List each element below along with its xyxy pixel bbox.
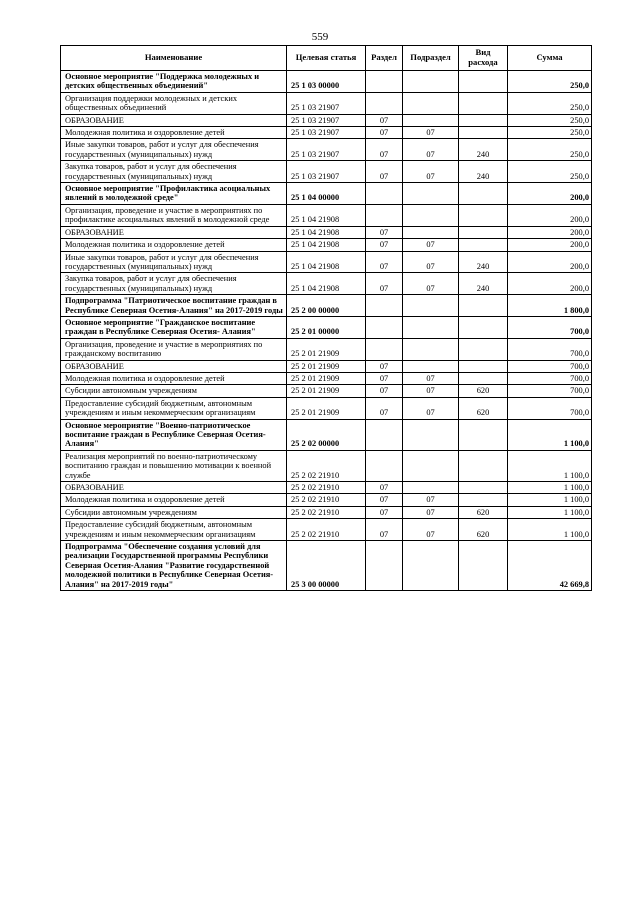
header-target: Целевая статья <box>287 46 366 71</box>
cell-section: 07 <box>366 114 403 126</box>
cell-expense-type <box>459 541 508 591</box>
cell-name: Предоставление субсидий бюджетным, автономным учреждениям и иным некоммерческим организациям <box>61 397 287 419</box>
table-row <box>61 360 592 372</box>
cell-name: Молодежная политика и оздоровление детей <box>61 494 287 506</box>
header-expense-type: Вид расхода <box>459 46 508 71</box>
cell-target: 25 2 01 21909 <box>287 397 366 419</box>
cell-amount: 200,0 <box>508 226 592 238</box>
cell-subsection <box>403 183 459 205</box>
cell-target: 25 2 02 00000 <box>287 419 366 450</box>
cell-target: 25 2 01 21909 <box>287 338 366 360</box>
cell-target: 25 2 01 21909 <box>287 385 366 397</box>
header-name: Наименование <box>61 46 287 71</box>
cell-section <box>366 541 403 591</box>
cell-section: 07 <box>366 273 403 295</box>
cell-target: 25 2 00 00000 <box>287 295 366 317</box>
cell-subsection <box>403 71 459 93</box>
cell-expense-type: 240 <box>459 161 508 183</box>
cell-section: 07 <box>366 506 403 518</box>
cell-section <box>366 71 403 93</box>
cell-amount: 250,0 <box>508 71 592 93</box>
table-row <box>61 251 592 273</box>
cell-amount: 200,0 <box>508 239 592 251</box>
cell-section: 07 <box>366 251 403 273</box>
table-body <box>61 71 592 591</box>
cell-target: 25 2 02 21910 <box>287 494 366 506</box>
table-row <box>61 226 592 238</box>
table-row <box>61 183 592 205</box>
cell-section <box>366 450 403 481</box>
cell-expense-type <box>459 338 508 360</box>
cell-section: 07 <box>366 494 403 506</box>
cell-name: Подпрограмма "Патриотическое воспитание граждан в Республике Северная Осетия-Алания" на 2017-2019 годы <box>61 295 287 317</box>
cell-target: 25 2 01 21909 <box>287 372 366 384</box>
cell-name: Молодежная политика и оздоровление детей <box>61 127 287 139</box>
cell-subsection <box>403 419 459 450</box>
cell-target: 25 3 00 00000 <box>287 541 366 591</box>
cell-target: 25 1 03 21907 <box>287 127 366 139</box>
cell-subsection: 07 <box>403 397 459 419</box>
table-row <box>61 372 592 384</box>
cell-target: 25 1 04 00000 <box>287 183 366 205</box>
cell-target: 25 1 04 21908 <box>287 204 366 226</box>
cell-expense-type <box>459 482 508 494</box>
page-number: 559 <box>311 31 329 43</box>
budget-table <box>60 45 592 591</box>
cell-section: 07 <box>366 397 403 419</box>
cell-section: 07 <box>366 360 403 372</box>
cell-target: 25 2 02 21910 <box>287 506 366 518</box>
cell-amount: 700,0 <box>508 385 592 397</box>
cell-section: 07 <box>366 161 403 183</box>
cell-name: ОБРАЗОВАНИЕ <box>61 114 287 126</box>
table-row <box>61 338 592 360</box>
cell-subsection: 07 <box>403 506 459 518</box>
cell-name: Иные закупки товаров, работ и услуг для обеспечения государственных (муниципальных) нужд <box>61 251 287 273</box>
cell-amount: 200,0 <box>508 251 592 273</box>
cell-name: Предоставление субсидий бюджетным, автономным учреждениям и иным некоммерческим организациям <box>61 519 287 541</box>
cell-amount: 1 100,0 <box>508 450 592 481</box>
cell-amount: 1 100,0 <box>508 519 592 541</box>
cell-name: ОБРАЗОВАНИЕ <box>61 482 287 494</box>
cell-section: 07 <box>366 519 403 541</box>
header-amount: Сумма <box>508 46 592 71</box>
cell-name: Организация, проведение и участие в мероприятиях по профилактике асоциальных явлений в молодежной среде <box>61 204 287 226</box>
cell-name: Подпрограмма "Обеспечение создания условий для реализации Государственной программы Республики Северная Осетия-Алания "Развитие государственной молодежной политики в Республике Северная Осетия-Алания" на 2017-2019 годы" <box>61 541 287 591</box>
cell-target: 25 2 01 00000 <box>287 316 366 338</box>
cell-section: 07 <box>366 239 403 251</box>
cell-subsection: 07 <box>403 127 459 139</box>
cell-expense-type <box>459 239 508 251</box>
cell-amount: 250,0 <box>508 114 592 126</box>
cell-target: 25 1 03 00000 <box>287 71 366 93</box>
cell-target: 25 2 01 21909 <box>287 360 366 372</box>
cell-name: Закупка товаров, работ и услуг для обеспечения государственных (муниципальных) нужд <box>61 161 287 183</box>
table-row <box>61 273 592 295</box>
table-row <box>61 127 592 139</box>
cell-expense-type <box>459 183 508 205</box>
cell-amount: 700,0 <box>508 360 592 372</box>
cell-amount: 200,0 <box>508 183 592 205</box>
cell-subsection <box>403 226 459 238</box>
cell-amount: 1 100,0 <box>508 419 592 450</box>
table-row <box>61 450 592 481</box>
cell-amount: 1 100,0 <box>508 494 592 506</box>
cell-target: 25 2 02 21910 <box>287 482 366 494</box>
cell-name: ОБРАЗОВАНИЕ <box>61 226 287 238</box>
cell-amount: 250,0 <box>508 139 592 161</box>
table-row <box>61 71 592 93</box>
table-row <box>61 316 592 338</box>
cell-name: Молодежная политика и оздоровление детей <box>61 372 287 384</box>
cell-amount: 200,0 <box>508 273 592 295</box>
header-section: Раздел <box>366 46 403 71</box>
cell-amount: 700,0 <box>508 316 592 338</box>
cell-expense-type: 620 <box>459 506 508 518</box>
cell-amount: 700,0 <box>508 397 592 419</box>
cell-expense-type <box>459 204 508 226</box>
table-row <box>61 482 592 494</box>
cell-expense-type <box>459 92 508 114</box>
table-row <box>61 114 592 126</box>
cell-amount: 1 100,0 <box>508 482 592 494</box>
cell-subsection <box>403 338 459 360</box>
cell-expense-type: 620 <box>459 385 508 397</box>
cell-target: 25 1 03 21907 <box>287 161 366 183</box>
cell-amount: 250,0 <box>508 92 592 114</box>
cell-expense-type <box>459 114 508 126</box>
cell-subsection: 07 <box>403 385 459 397</box>
cell-target: 25 1 03 21907 <box>287 114 366 126</box>
cell-subsection: 07 <box>403 519 459 541</box>
table-row <box>61 541 592 591</box>
cell-name: Основное мероприятие "Гражданское воспитание граждан в Республике Северная Осетия- Алания" <box>61 316 287 338</box>
cell-amount: 200,0 <box>508 204 592 226</box>
cell-expense-type <box>459 360 508 372</box>
cell-name: Организация, проведение и участие в мероприятиях по гражданскому воспитанию <box>61 338 287 360</box>
cell-subsection: 07 <box>403 251 459 273</box>
cell-expense-type: 620 <box>459 397 508 419</box>
table-row <box>61 385 592 397</box>
cell-subsection <box>403 92 459 114</box>
cell-expense-type <box>459 226 508 238</box>
cell-subsection <box>403 114 459 126</box>
table-row <box>61 139 592 161</box>
cell-name: Субсидии автономным учреждениям <box>61 385 287 397</box>
cell-name: Основное мероприятие "Профилактика асоциальных явлений в молодежной среде" <box>61 183 287 205</box>
cell-name: Иные закупки товаров, работ и услуг для обеспечения государственных (муниципальных) нужд <box>61 139 287 161</box>
table-row <box>61 204 592 226</box>
table-header-row <box>61 46 592 71</box>
cell-expense-type: 240 <box>459 251 508 273</box>
cell-section: 07 <box>366 385 403 397</box>
cell-section <box>366 183 403 205</box>
cell-subsection: 07 <box>403 161 459 183</box>
cell-target: 25 1 03 21907 <box>287 139 366 161</box>
cell-subsection: 07 <box>403 494 459 506</box>
table-row <box>61 506 592 518</box>
cell-section: 07 <box>366 482 403 494</box>
table-row <box>61 295 592 317</box>
cell-target: 25 1 04 21908 <box>287 251 366 273</box>
table-row <box>61 397 592 419</box>
header-subsection: Подраздел <box>403 46 459 71</box>
cell-name: Основное мероприятие "Поддержка молодежных и детских общественных объединений" <box>61 71 287 93</box>
table-row <box>61 494 592 506</box>
cell-section: 07 <box>366 139 403 161</box>
cell-target: 25 2 02 21910 <box>287 450 366 481</box>
cell-expense-type <box>459 71 508 93</box>
cell-name: Реализация мероприятий по военно-патриотическому воспитанию граждан и повышению мотивации к военной службе <box>61 450 287 481</box>
cell-subsection: 07 <box>403 273 459 295</box>
cell-amount: 1 100,0 <box>508 506 592 518</box>
cell-expense-type: 240 <box>459 273 508 295</box>
cell-amount: 250,0 <box>508 127 592 139</box>
cell-subsection: 07 <box>403 372 459 384</box>
cell-target: 25 1 04 21908 <box>287 239 366 251</box>
cell-name: Молодежная политика и оздоровление детей <box>61 239 287 251</box>
cell-section <box>366 92 403 114</box>
table-row <box>61 161 592 183</box>
cell-section <box>366 295 403 317</box>
cell-amount: 42 669,8 <box>508 541 592 591</box>
cell-name: Организация поддержки молодежных и детских общественных объединений <box>61 92 287 114</box>
cell-expense-type <box>459 316 508 338</box>
table-row <box>61 419 592 450</box>
cell-name: Субсидии автономным учреждениям <box>61 506 287 518</box>
table-row <box>61 519 592 541</box>
cell-section: 07 <box>366 127 403 139</box>
cell-expense-type <box>459 450 508 481</box>
cell-subsection: 07 <box>403 139 459 161</box>
cell-amount: 700,0 <box>508 338 592 360</box>
cell-target: 25 1 03 21907 <box>287 92 366 114</box>
cell-subsection: 07 <box>403 239 459 251</box>
cell-name: Основное мероприятие "Военно-патриотическое воспитание граждан в Республике Северная Осетия- Алания" <box>61 419 287 450</box>
cell-section <box>366 204 403 226</box>
cell-subsection <box>403 482 459 494</box>
cell-expense-type <box>459 419 508 450</box>
cell-subsection <box>403 316 459 338</box>
cell-amount: 250,0 <box>508 161 592 183</box>
cell-section <box>366 338 403 360</box>
cell-section <box>366 419 403 450</box>
cell-expense-type: 620 <box>459 519 508 541</box>
cell-target: 25 1 04 21908 <box>287 273 366 295</box>
table-row <box>61 239 592 251</box>
cell-subsection <box>403 541 459 591</box>
cell-section: 07 <box>366 372 403 384</box>
cell-target: 25 1 04 21908 <box>287 226 366 238</box>
cell-subsection <box>403 204 459 226</box>
cell-amount: 700,0 <box>508 372 592 384</box>
cell-subsection <box>403 295 459 317</box>
cell-name: ОБРАЗОВАНИЕ <box>61 360 287 372</box>
cell-section <box>366 316 403 338</box>
cell-subsection <box>403 360 459 372</box>
cell-target: 25 2 02 21910 <box>287 519 366 541</box>
cell-expense-type <box>459 372 508 384</box>
cell-expense-type <box>459 127 508 139</box>
table-row <box>61 92 592 114</box>
cell-name: Закупка товаров, работ и услуг для обеспечения государственных (муниципальных) нужд <box>61 273 287 295</box>
cell-expense-type: 240 <box>459 139 508 161</box>
cell-section: 07 <box>366 226 403 238</box>
cell-expense-type <box>459 295 508 317</box>
cell-subsection <box>403 450 459 481</box>
cell-amount: 1 800,0 <box>508 295 592 317</box>
cell-expense-type <box>459 494 508 506</box>
